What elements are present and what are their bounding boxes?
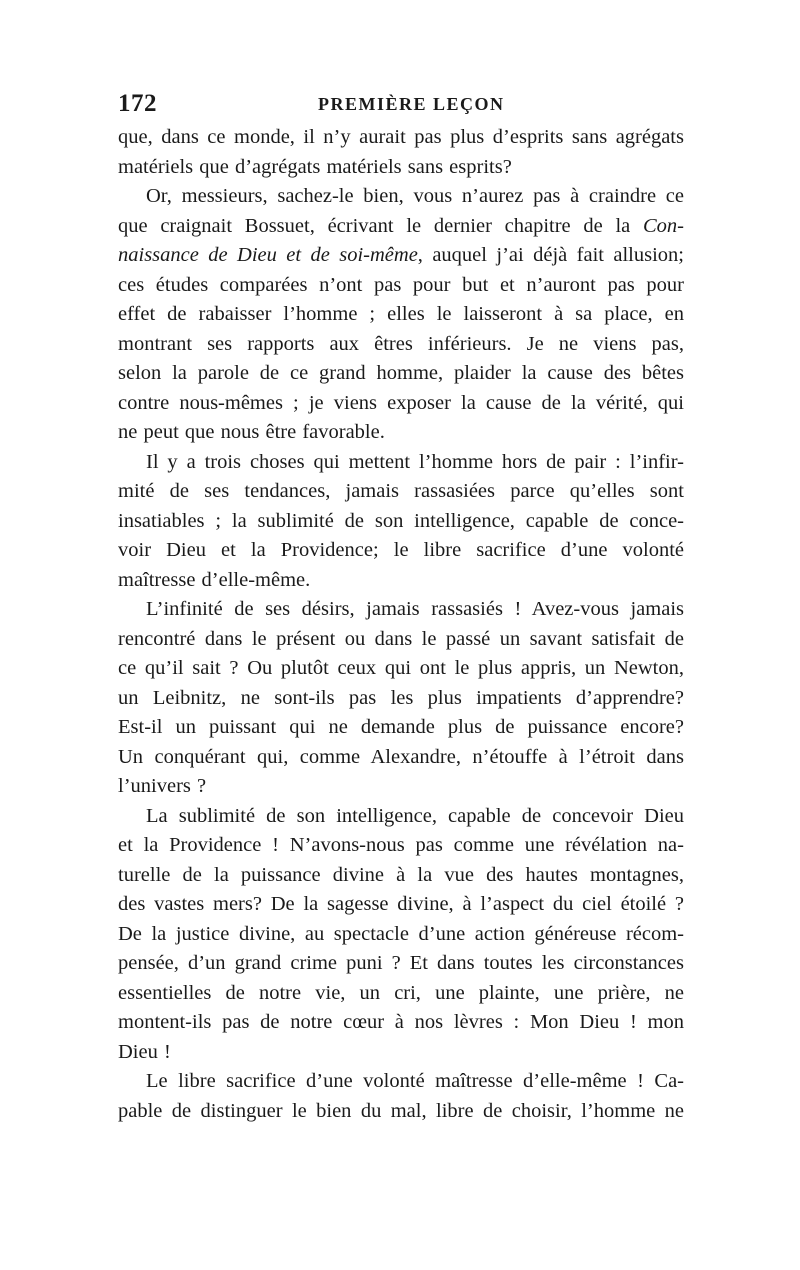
text-line: contre nous-mêmes ; je viens exposer la cause de la vérité, qui <box>118 391 684 414</box>
text-line: pable de distinguer le bien du mal, libre de choisir, l’homme ne <box>118 1099 684 1122</box>
body-text <box>118 123 684 1126</box>
text-line: L’infinité de ses désirs, jamais rassasiés ! Avez-vous jamais <box>146 598 684 620</box>
text-line: un Leibnitz, ne sont-ils pas les plus impatients d’apprendre? <box>118 686 684 709</box>
text-line: pensée, d’un grand crime puni ? Et dans toutes les circonstances <box>118 952 684 974</box>
text-line: maîtresse d’elle-même. <box>118 568 311 591</box>
text-line: mité de ses tendances, jamais rassasiées parce qu’elles sont <box>118 480 684 502</box>
text-line: essentielles de notre vie, un cri, une plainte, une prière, ne <box>118 981 684 1004</box>
text-line: que craignait Bossuet, écrivant le dernier chapitre de la Con- <box>118 214 684 237</box>
text-line: et la Providence ! N’avons-nous pas comme une révélation na- <box>118 834 684 856</box>
text-line: que, dans ce monde, il n’y aurait pas plus d’esprits sans agrégats <box>118 126 684 148</box>
text-line: matériels que d’agrégats matériels sans esprits? <box>118 155 512 178</box>
text-line: montent-ils pas de notre cœur à nos lèvres : Mon Dieu ! mon <box>118 1011 684 1033</box>
text-line: Est-il un puissant qui ne demande plus de puissance encore? <box>118 716 684 738</box>
text-line: ne peut que nous être favorable. <box>118 421 385 443</box>
text-line: turelle de la puissance divine à la vue des hautes montagnes, <box>118 863 684 886</box>
text-line: Le libre sacrifice d’une volonté maîtresse d’elle-même ! Ca- <box>146 1070 684 1092</box>
text-line: Un conquérant qui, comme Alexandre, n’étouffe à l’étroit dans <box>118 745 684 768</box>
text-line: insatiables ; la sublimité de son intelligence, capable de conce- <box>118 509 684 532</box>
text-line: La sublimité de son intelligence, capable de concevoir Dieu <box>146 804 684 827</box>
text-line: ce qu’il sait ? Ou plutôt ceux qui ont le plus appris, un Newton, <box>118 657 684 679</box>
text-line: voir Dieu et la Providence; le libre sacrifice d’une volonté <box>118 539 684 561</box>
text-line: ces études comparées n’ont pas pour but et n’auront pas pour <box>118 273 684 296</box>
text-line: Il y a trois choses qui mettent l’homme hors de pair : l’infir- <box>146 450 684 473</box>
running-head: PREMIÈRE LEÇON <box>318 94 505 114</box>
page-header <box>118 90 682 120</box>
text-line: l’univers ? <box>118 775 207 797</box>
text-line: naissance de Dieu et de soi-même, auquel j’ai déjà fait allusion; <box>118 244 684 266</box>
text-line: Or, messieurs, sachez-le bien, vous n’aurez pas à craindre ce <box>146 185 684 207</box>
text-line: rencontré dans le présent ou dans le passé un savant satisfait de <box>118 627 684 650</box>
text-line: effet de rabaisser l’homme ; elles le laisseront à sa place, en <box>118 303 684 325</box>
text-line: De la justice divine, au spectacle d’une action généreuse récom- <box>118 922 684 945</box>
text-line: des vastes mers? De la sagesse divine, à l’aspect du ciel étoilé ? <box>118 893 684 915</box>
page-number: 172 <box>118 90 157 117</box>
text-line: selon la parole de ce grand homme, plaider la cause des bêtes <box>118 362 684 384</box>
text-line: Dieu ! <box>118 1040 171 1063</box>
text-line: montrant ses rapports aux êtres inférieurs. Je ne viens pas, <box>118 332 684 355</box>
